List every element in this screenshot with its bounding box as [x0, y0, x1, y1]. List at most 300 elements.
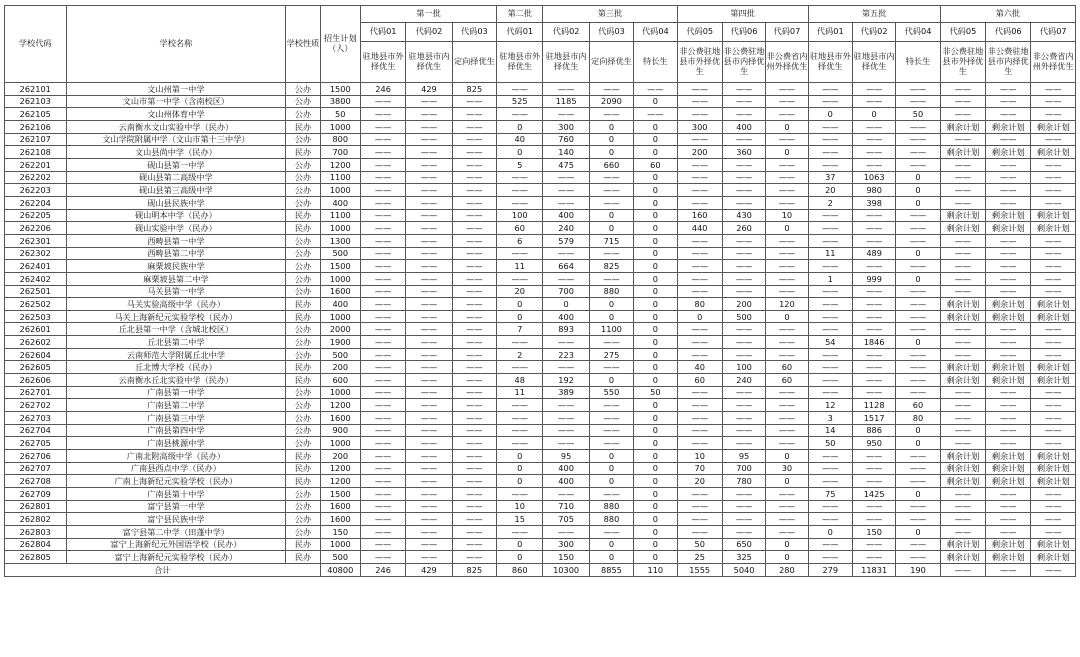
plan-cell: ——: [589, 108, 633, 121]
plan-cell: ——: [808, 285, 852, 298]
school-code-cell: 262502: [5, 298, 67, 311]
header-code-cell: 代码04: [634, 23, 677, 42]
school-code-cell: 262701: [5, 386, 67, 399]
plan-cell: 0: [766, 450, 808, 463]
plan-cell: ——: [360, 209, 405, 222]
plan-cell: ——: [808, 500, 852, 513]
plan-cell: ——: [452, 120, 496, 133]
school-code-cell: 262707: [5, 462, 67, 475]
plan-cell: ——: [406, 184, 452, 197]
plan-cell: ——: [852, 95, 895, 108]
plan-cell: ——: [722, 285, 765, 298]
school-name-cell: 文山县尚中学（民办）: [66, 146, 286, 159]
header-school-code: 学校代码: [5, 6, 67, 83]
plan-cell: 400: [543, 475, 589, 488]
school-name-cell: 富宁县第一中学: [66, 500, 286, 513]
plan-cell: 剩余计划: [1031, 374, 1076, 387]
plan-cell: ——: [986, 424, 1031, 437]
plan-cell: ——: [677, 348, 722, 361]
plan-cell: ——: [852, 234, 895, 247]
school-type-cell: 民办: [286, 538, 320, 551]
plan-cell: 300: [543, 120, 589, 133]
plan-cell: ——: [852, 323, 895, 336]
plan-cell: ——: [986, 525, 1031, 538]
school-type-cell: 民办: [286, 146, 320, 159]
plan-cell: ——: [808, 310, 852, 323]
plan-cell: ——: [940, 348, 985, 361]
plan-cell: ——: [634, 108, 677, 121]
plan-cell: ——: [543, 361, 589, 374]
plan-cell: ——: [452, 133, 496, 146]
school-code-cell: 262709: [5, 488, 67, 501]
plan-cell: ——: [1031, 323, 1076, 336]
school-name-cell: 云南师范大学附属丘北中学: [66, 348, 286, 361]
plan-cell: ——: [360, 437, 405, 450]
table-row: [5, 285, 1076, 298]
quota-cell: 1200: [320, 399, 360, 412]
plan-cell: ——: [896, 158, 940, 171]
total-value-cell: 860: [497, 563, 543, 576]
plan-cell: ——: [452, 386, 496, 399]
plan-cell: 0: [589, 298, 633, 311]
plan-cell: ——: [896, 120, 940, 133]
plan-cell: 37: [808, 171, 852, 184]
plan-cell: ——: [497, 336, 543, 349]
plan-cell: ——: [986, 171, 1031, 184]
plan-cell: ——: [497, 424, 543, 437]
school-name-cell: 广南上海新纪元实验学校（民办）: [66, 475, 286, 488]
plan-cell: ——: [543, 184, 589, 197]
plan-cell: ——: [896, 95, 940, 108]
school-type-cell: 公办: [286, 513, 320, 526]
plan-cell: ——: [808, 120, 852, 133]
school-code-cell: 262602: [5, 336, 67, 349]
plan-cell: 剩余计划: [986, 209, 1031, 222]
plan-cell: ——: [497, 399, 543, 412]
school-type-cell: 公办: [286, 171, 320, 184]
plan-cell: ——: [808, 462, 852, 475]
school-type-cell: 民办: [286, 222, 320, 235]
plan-cell: 0: [634, 120, 677, 133]
plan-cell: 剩余计划: [940, 361, 985, 374]
school-name-cell: 马关实验高级中学（民办）: [66, 298, 286, 311]
plan-cell: ——: [896, 551, 940, 564]
quota-cell: 400: [320, 196, 360, 209]
school-code-cell: 262804: [5, 538, 67, 551]
plan-cell: 150: [543, 551, 589, 564]
plan-cell: 剩余计划: [986, 462, 1031, 475]
plan-cell: ——: [896, 538, 940, 551]
school-code-cell: 262107: [5, 133, 67, 146]
plan-cell: ——: [896, 83, 940, 96]
plan-cell: 525: [497, 95, 543, 108]
plan-cell: 0: [634, 525, 677, 538]
plan-cell: ——: [766, 234, 808, 247]
plan-cell: ——: [452, 298, 496, 311]
header-code-cell: 代码02: [406, 23, 452, 42]
school-type-cell: 公办: [286, 133, 320, 146]
plan-cell: ——: [766, 83, 808, 96]
plan-cell: 650: [722, 538, 765, 551]
plan-cell: ——: [677, 386, 722, 399]
header-category-cell: 非公费驻地县市内择优生: [986, 42, 1031, 83]
plan-cell: ——: [360, 222, 405, 235]
plan-cell: 715: [589, 234, 633, 247]
plan-cell: ——: [406, 323, 452, 336]
plan-cell: 60: [766, 361, 808, 374]
plan-cell: 2090: [589, 95, 633, 108]
plan-cell: ——: [360, 171, 405, 184]
plan-cell: 400: [543, 310, 589, 323]
plan-cell: 0: [589, 222, 633, 235]
plan-cell: 50: [808, 437, 852, 450]
plan-cell: 0: [589, 475, 633, 488]
plan-cell: ——: [808, 298, 852, 311]
plan-cell: ——: [589, 83, 633, 96]
plan-cell: 剩余计划: [1031, 310, 1076, 323]
quota-cell: 200: [320, 361, 360, 374]
plan-cell: 11: [808, 247, 852, 260]
plan-cell: 1846: [852, 336, 895, 349]
plan-cell: ——: [896, 462, 940, 475]
header-batch-1: 第一批: [360, 6, 496, 23]
plan-cell: 0: [634, 538, 677, 551]
quota-cell: 900: [320, 424, 360, 437]
plan-cell: ——: [406, 551, 452, 564]
plan-cell: ——: [986, 83, 1031, 96]
total-value-cell: 10300: [543, 563, 589, 576]
plan-cell: ——: [589, 361, 633, 374]
plan-cell: ——: [360, 310, 405, 323]
table-row: [5, 525, 1076, 538]
plan-cell: 1: [808, 272, 852, 285]
header-code-cell: 代码05: [677, 23, 722, 42]
plan-cell: ——: [406, 361, 452, 374]
plan-cell: 0: [852, 108, 895, 121]
plan-cell: 0: [677, 310, 722, 323]
plan-cell: 120: [766, 298, 808, 311]
plan-cell: ——: [1031, 260, 1076, 273]
plan-cell: ——: [360, 348, 405, 361]
plan-cell: ——: [360, 450, 405, 463]
plan-cell: 80: [677, 298, 722, 311]
school-name-cell: 富宁上海新纪元外国语学校（民办）: [66, 538, 286, 551]
plan-cell: ——: [986, 95, 1031, 108]
quota-cell: 1000: [320, 272, 360, 285]
plan-cell: ——: [852, 538, 895, 551]
plan-cell: 886: [852, 424, 895, 437]
header-category-cell: 驻地县市内择优生: [406, 42, 452, 83]
plan-cell: 0: [497, 298, 543, 311]
school-code-cell: 262302: [5, 247, 67, 260]
quota-cell: 1300: [320, 234, 360, 247]
school-code-cell: 262202: [5, 171, 67, 184]
plan-cell: 剩余计划: [1031, 450, 1076, 463]
plan-cell: ——: [940, 272, 985, 285]
table-row: [5, 298, 1076, 311]
plan-cell: ——: [940, 133, 985, 146]
plan-cell: ——: [452, 399, 496, 412]
plan-cell: ——: [360, 374, 405, 387]
school-type-cell: 民办: [286, 551, 320, 564]
plan-cell: ——: [452, 285, 496, 298]
plan-cell: 剩余计划: [986, 475, 1031, 488]
plan-cell: 剩余计划: [1031, 298, 1076, 311]
school-type-cell: 民办: [286, 120, 320, 133]
plan-cell: 剩余计划: [1031, 146, 1076, 159]
plan-cell: 389: [543, 386, 589, 399]
school-name-cell: 文山学院附属中学（文山市第十三中学）: [66, 133, 286, 146]
table-row: [5, 234, 1076, 247]
school-code-cell: 262108: [5, 146, 67, 159]
total-value-cell: 11831: [852, 563, 895, 576]
school-name-cell: 西畴县第一中学: [66, 234, 286, 247]
plan-cell: 0: [634, 424, 677, 437]
plan-cell: ——: [722, 184, 765, 197]
header-category-cell: 非公费省内州外择优生: [766, 42, 808, 83]
plan-cell: ——: [497, 272, 543, 285]
plan-cell: 0: [634, 234, 677, 247]
plan-cell: 剩余计划: [1031, 551, 1076, 564]
plan-cell: ——: [677, 158, 722, 171]
plan-cell: ——: [766, 513, 808, 526]
plan-cell: ——: [766, 336, 808, 349]
plan-cell: 0: [634, 272, 677, 285]
plan-cell: ——: [360, 361, 405, 374]
plan-cell: 5: [497, 158, 543, 171]
plan-cell: ——: [852, 298, 895, 311]
school-type-cell: 民办: [286, 462, 320, 475]
plan-cell: 剩余计划: [1031, 538, 1076, 551]
school-code-cell: 262105: [5, 108, 67, 121]
plan-cell: 60: [896, 399, 940, 412]
plan-cell: ——: [986, 133, 1031, 146]
plan-cell: ——: [1031, 488, 1076, 501]
plan-cell: ——: [1031, 424, 1076, 437]
table-row: [5, 348, 1076, 361]
table-row: [5, 83, 1076, 96]
plan-cell: 150: [852, 525, 895, 538]
plan-cell: 825: [589, 260, 633, 273]
header-code-cell: 代码07: [766, 23, 808, 42]
header-code-cell: 代码06: [986, 23, 1031, 42]
school-code-cell: 262704: [5, 424, 67, 437]
school-code-cell: 262205: [5, 209, 67, 222]
plan-cell: ——: [1031, 108, 1076, 121]
plan-cell: ——: [1031, 272, 1076, 285]
plan-cell: 140: [543, 146, 589, 159]
plan-cell: ——: [360, 272, 405, 285]
plan-cell: ——: [940, 83, 985, 96]
plan-cell: ——: [940, 424, 985, 437]
plan-cell: ——: [766, 272, 808, 285]
plan-cell: ——: [1031, 412, 1076, 425]
plan-cell: 11: [497, 260, 543, 273]
plan-cell: ——: [1031, 285, 1076, 298]
plan-cell: ——: [677, 260, 722, 273]
plan-cell: ——: [722, 488, 765, 501]
plan-cell: ——: [589, 488, 633, 501]
total-value-cell: 280: [766, 563, 808, 576]
table-body: [5, 83, 1076, 564]
plan-cell: ——: [360, 196, 405, 209]
plan-cell: ——: [406, 500, 452, 513]
plan-cell: ——: [497, 108, 543, 121]
school-name-cell: 富宁上海新纪元实验学校（民办）: [66, 551, 286, 564]
plan-cell: ——: [808, 158, 852, 171]
plan-cell: ——: [986, 500, 1031, 513]
plan-cell: ——: [766, 348, 808, 361]
plan-cell: 6: [497, 234, 543, 247]
plan-cell: 80: [896, 412, 940, 425]
plan-cell: 0: [634, 171, 677, 184]
plan-cell: 0: [634, 196, 677, 209]
plan-cell: ——: [677, 488, 722, 501]
plan-cell: ——: [677, 525, 722, 538]
header-category-cell: 驻地县市内择优生: [852, 42, 895, 83]
plan-cell: ——: [452, 525, 496, 538]
plan-cell: ——: [543, 399, 589, 412]
plan-cell: ——: [589, 184, 633, 197]
school-type-cell: 公办: [286, 108, 320, 121]
plan-cell: 400: [543, 462, 589, 475]
school-name-cell: 丘北博大学校（民办）: [66, 361, 286, 374]
plan-cell: ——: [940, 171, 985, 184]
plan-cell: 300: [677, 120, 722, 133]
school-type-cell: 公办: [286, 348, 320, 361]
quota-cell: 1200: [320, 462, 360, 475]
plan-cell: 0: [497, 551, 543, 564]
total-value-cell: 279: [808, 563, 852, 576]
plan-cell: ——: [406, 386, 452, 399]
plan-cell: ——: [406, 196, 452, 209]
plan-cell: ——: [766, 525, 808, 538]
plan-cell: 980: [852, 184, 895, 197]
plan-cell: 100: [497, 209, 543, 222]
plan-cell: 1425: [852, 488, 895, 501]
plan-cell: ——: [589, 424, 633, 437]
plan-cell: ——: [722, 83, 765, 96]
school-type-cell: 公办: [286, 412, 320, 425]
plan-cell: ——: [543, 108, 589, 121]
school-code-cell: 262605: [5, 361, 67, 374]
plan-cell: ——: [808, 260, 852, 273]
school-type-cell: 民办: [286, 475, 320, 488]
plan-cell: 剩余计划: [940, 222, 985, 235]
total-value-cell: 429: [406, 563, 452, 576]
plan-cell: ——: [677, 196, 722, 209]
school-type-cell: 公办: [286, 386, 320, 399]
plan-cell: ——: [543, 437, 589, 450]
plan-cell: ——: [766, 184, 808, 197]
plan-cell: 剩余计划: [986, 361, 1031, 374]
plan-cell: 剩余计划: [986, 551, 1031, 564]
school-code-cell: 262706: [5, 450, 67, 463]
header-category-cell: 非公费驻地县市外择优生: [940, 42, 985, 83]
school-code-cell: 262708: [5, 475, 67, 488]
plan-cell: ——: [722, 260, 765, 273]
plan-cell: ——: [722, 234, 765, 247]
school-code-cell: 262101: [5, 83, 67, 96]
plan-cell: ——: [1031, 437, 1076, 450]
plan-cell: ——: [852, 83, 895, 96]
plan-cell: 14: [808, 424, 852, 437]
plan-cell: ——: [406, 247, 452, 260]
plan-cell: ——: [940, 323, 985, 336]
school-code-cell: 262803: [5, 525, 67, 538]
plan-cell: ——: [589, 336, 633, 349]
header-category-cell: 非公费省内州外择优生: [1031, 42, 1076, 83]
header-category-cell: 特长生: [896, 42, 940, 83]
plan-cell: ——: [360, 133, 405, 146]
plan-cell: ——: [360, 412, 405, 425]
plan-cell: 475: [543, 158, 589, 171]
header-category-cell: 非公费驻地县市外择优生: [677, 42, 722, 83]
total-value-cell: 190: [896, 563, 940, 576]
quota-cell: 1600: [320, 285, 360, 298]
plan-cell: ——: [986, 412, 1031, 425]
plan-cell: ——: [722, 500, 765, 513]
quota-cell: 1000: [320, 120, 360, 133]
total-value-cell: 8855: [589, 563, 633, 576]
plan-cell: ——: [940, 513, 985, 526]
plan-cell: 0: [589, 133, 633, 146]
school-type-cell: 公办: [286, 437, 320, 450]
total-row: [5, 563, 1076, 576]
plan-cell: 200: [677, 146, 722, 159]
plan-cell: ——: [406, 260, 452, 273]
total-value-cell: 110: [634, 563, 677, 576]
plan-cell: ——: [589, 525, 633, 538]
school-name-cell: 马关上海新纪元实验学校（民办）: [66, 310, 286, 323]
school-code-cell: 262206: [5, 222, 67, 235]
table-row: [5, 475, 1076, 488]
plan-cell: ——: [589, 272, 633, 285]
plan-cell: 0: [766, 551, 808, 564]
total-value-cell: 40800: [320, 563, 360, 576]
header-code-cell: 代码01: [497, 23, 543, 42]
plan-cell: ——: [543, 171, 589, 184]
plan-cell: 剩余计划: [940, 374, 985, 387]
plan-cell: ——: [406, 424, 452, 437]
plan-cell: 0: [896, 424, 940, 437]
quota-cell: 1000: [320, 310, 360, 323]
plan-cell: ——: [360, 323, 405, 336]
quota-cell: 1000: [320, 386, 360, 399]
plan-cell: ——: [852, 120, 895, 133]
plan-cell: 300: [543, 538, 589, 551]
plan-cell: 剩余计划: [1031, 209, 1076, 222]
plan-cell: ——: [766, 171, 808, 184]
plan-cell: ——: [896, 500, 940, 513]
plan-cell: ——: [406, 120, 452, 133]
plan-cell: ——: [722, 272, 765, 285]
plan-cell: ——: [360, 260, 405, 273]
school-name-cell: 砚山县第二高级中学: [66, 171, 286, 184]
school-name-cell: 广南县桃源中学: [66, 437, 286, 450]
table-row: [5, 424, 1076, 437]
plan-cell: 0: [896, 488, 940, 501]
plan-cell: 780: [722, 475, 765, 488]
plan-cell: ——: [766, 386, 808, 399]
plan-cell: ——: [360, 234, 405, 247]
plan-cell: ——: [896, 260, 940, 273]
plan-cell: 70: [677, 462, 722, 475]
plan-cell: 825: [452, 83, 496, 96]
plan-cell: ——: [360, 424, 405, 437]
plan-cell: ——: [360, 158, 405, 171]
plan-cell: ——: [808, 538, 852, 551]
